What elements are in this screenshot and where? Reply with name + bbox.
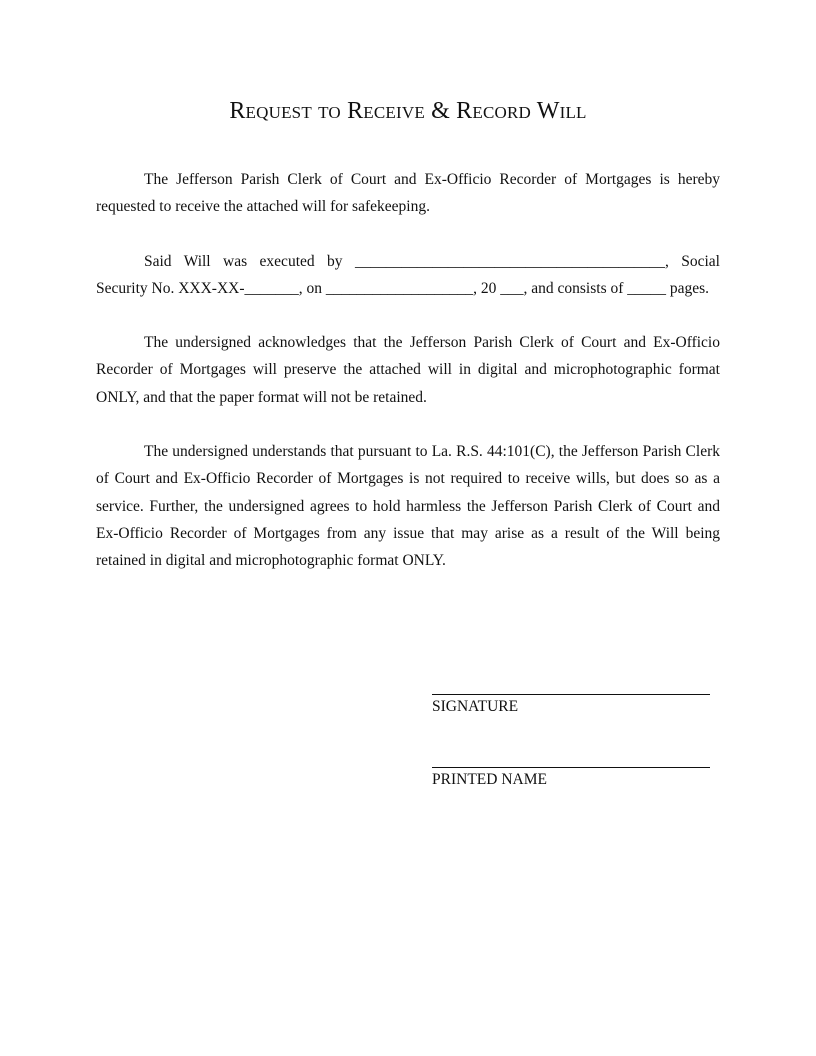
paragraph-acknowledgement: The undersigned acknowledges that the Jefferson Parish Clerk of Court and Ex-Officio Recorder of Mortgages will preserve the attached will in digital and microphotographic format ONLY, and that the paper format will not be retained. bbox=[96, 334, 720, 406]
paragraph-hold-harmless: The undersigned understands that pursuant to La. R.S. 44:101(C), the Jefferson Parish Clerk of Court and Ex-Officio Recorder of Mortgages is not required to receive wills, but does so as a service. Further, the undersigned agrees to hold harmless the Jefferson Parish Clerk of Court and Ex-Officio Recorder of Mortgages from any issue that may arise as a result of the Will being retained in digital and microphotographic format ONLY. bbox=[96, 443, 720, 570]
signature-block bbox=[432, 676, 712, 717]
printed-name-label: PRINTED NAME bbox=[432, 771, 547, 788]
signature-line bbox=[432, 676, 710, 695]
document-title: Request to Receive & Record Will bbox=[229, 98, 587, 124]
printed-name-block bbox=[432, 749, 712, 790]
signature-label: SIGNATURE bbox=[432, 698, 519, 715]
paragraph-safekeeping-request: The Jefferson Parish Clerk of Court and Ex-Officio Recorder of Mortgages is hereby requested to receive the attached will for safekeeping. bbox=[96, 171, 720, 216]
document-body bbox=[96, 166, 720, 602]
printed-name-line bbox=[432, 749, 710, 768]
paragraph-will-details: Said Will was executed by ________________________________________, Social Security No. XXX-XX-_______, on ___________________, 20 ___, and consists of _____ pages. bbox=[96, 252, 720, 297]
